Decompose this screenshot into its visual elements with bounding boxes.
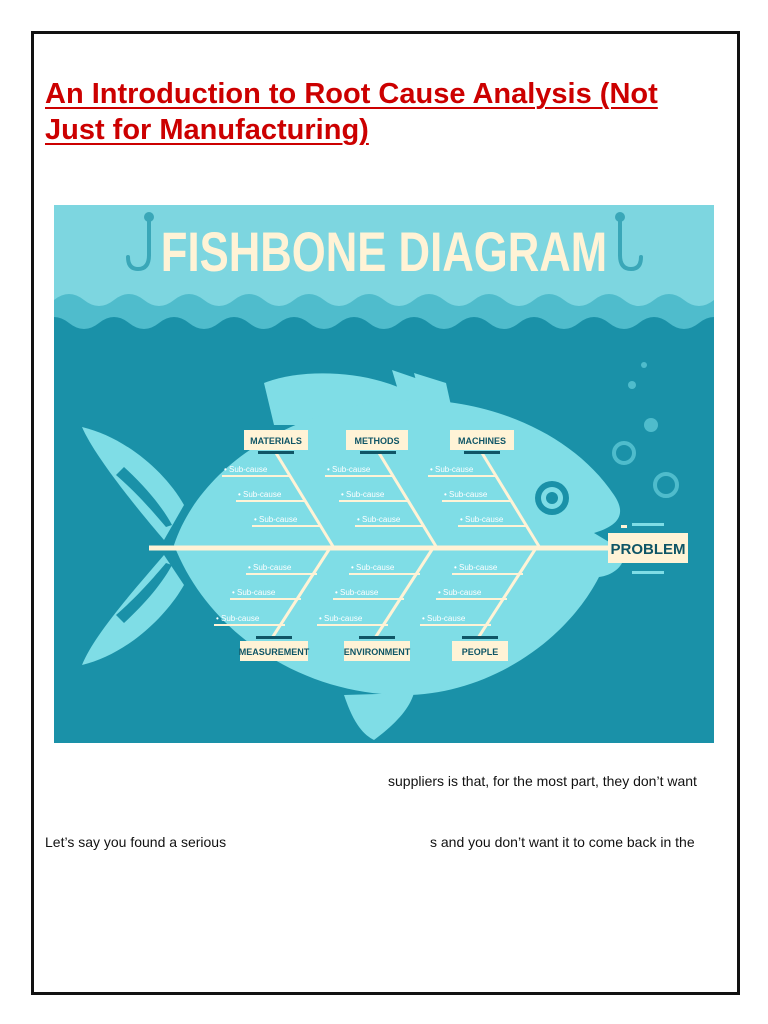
sub-cause-label: • Sub-cause (351, 563, 395, 572)
body-text-line-1: suppliers is that, for the most part, they don’t want (388, 773, 697, 789)
body-text-line-2-right: s and you don’t want it to come back in the (430, 834, 695, 850)
sub-cause-label: • Sub-cause (238, 490, 282, 499)
problem-label: PROBLEM (610, 541, 686, 558)
sub-cause-label: • Sub-cause (460, 515, 504, 524)
sub-cause-label: • Sub-cause (254, 515, 298, 524)
sub-cause-label: • Sub-cause (224, 465, 268, 474)
sub-cause-label: • Sub-cause (248, 563, 292, 572)
category-machines: MACHINES (457, 436, 507, 446)
bubble (641, 362, 647, 368)
sub-cause-label: • Sub-cause (444, 490, 488, 499)
sub-cause-label: • Sub-cause (357, 515, 401, 524)
sub-cause-label: • Sub-cause (438, 588, 482, 597)
bubble (628, 381, 636, 389)
body-text-line-2-left: Let’s say you found a serious (45, 834, 227, 850)
diagram-heading: FISHBONE DIAGRAM (160, 220, 608, 284)
category-materials: MATERIALS (250, 436, 302, 446)
category-environment: ENVIRONMENT (343, 647, 411, 657)
category-methods: METHODS (354, 436, 400, 446)
sub-cause-label: • Sub-cause (319, 614, 363, 623)
category-measurement: MEASUREMENT (238, 647, 310, 657)
sub-cause-label: • Sub-cause (335, 588, 379, 597)
sub-cause-label: • Sub-cause (454, 563, 498, 572)
sub-cause-label: • Sub-cause (430, 465, 474, 474)
page-title: An Introduction to Root Cause Analysis (Not Just for Manufacturing) (45, 78, 658, 146)
sub-cause-label: • Sub-cause (232, 588, 276, 597)
sub-cause-label: • Sub-cause (422, 614, 466, 623)
sub-cause-label: • Sub-cause (216, 614, 260, 623)
sub-cause-label: • Sub-cause (341, 490, 385, 499)
category-people: PEOPLE (461, 647, 499, 657)
sub-cause-label: • Sub-cause (327, 465, 371, 474)
bubble (644, 418, 658, 432)
fishbone-diagram-image (54, 205, 714, 743)
